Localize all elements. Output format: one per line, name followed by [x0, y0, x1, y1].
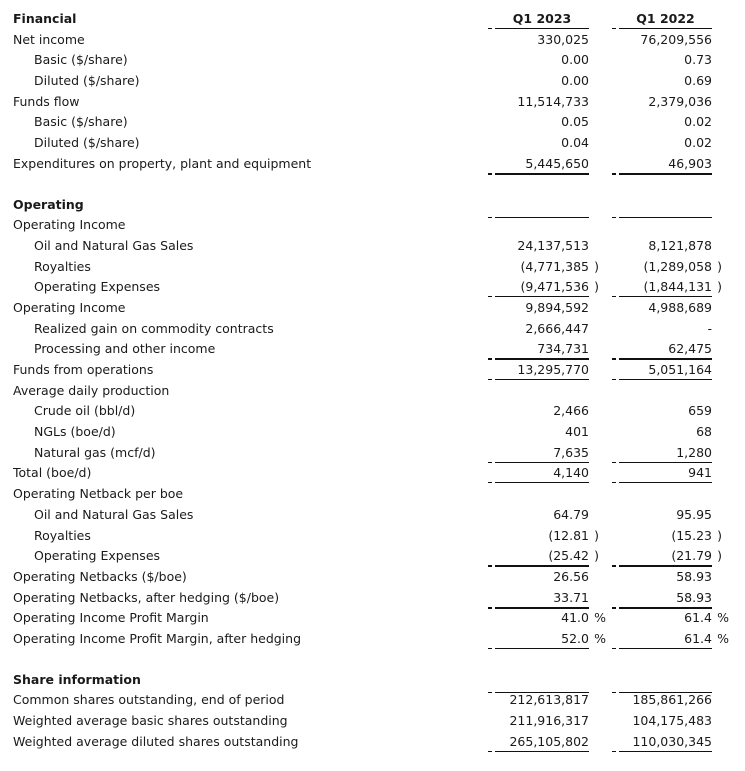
column-rule — [495, 197, 589, 215]
value-q1-2023: 212,613,817 — [509, 692, 589, 708]
value-text: (9,471,536 — [520, 279, 589, 295]
row-label: Oil and Natural Gas Sales — [34, 506, 194, 522]
row-label: Royalties — [34, 527, 91, 543]
value-q1-2023: 265,105,802 — [495, 734, 589, 749]
percent-sign: % — [594, 610, 606, 626]
value-q1-2023: 0.04 — [561, 135, 589, 151]
row-label: Funds from operations — [13, 362, 154, 377]
table-row — [0, 710, 745, 731]
row-label: Realized gain on commodity contracts — [34, 320, 274, 336]
value-q1-2023: 24,137,513 — [517, 237, 589, 253]
close-paren: ) — [717, 258, 722, 274]
value-q1-2023 — [495, 630, 606, 646]
table-row — [0, 628, 745, 649]
close-paren: ) — [594, 527, 599, 543]
value-q1-2023: 5,445,650 — [495, 156, 589, 171]
value-text: 52.0 — [561, 630, 589, 646]
value-q1-2022: 104,175,483 — [632, 713, 712, 728]
section-title-financial: Financial — [13, 11, 77, 26]
close-paren: ) — [594, 279, 599, 295]
row-label: Weighted average basic shares outstanding — [13, 713, 288, 728]
column-header-q1-2023: Q1 2023 — [495, 11, 589, 26]
value-text: (25.42 — [548, 548, 589, 564]
value-q1-2023 — [495, 610, 606, 626]
section-spacer — [0, 174, 745, 194]
table-row — [0, 29, 745, 50]
value-text: (1,289,058 — [643, 258, 712, 274]
value-q1-2022 — [619, 548, 722, 564]
row-label: Basic ($/share) — [34, 52, 128, 68]
row-label: Net income — [13, 31, 85, 47]
value-text: 61.4 — [684, 610, 712, 626]
close-paren: ) — [717, 527, 722, 543]
table-row — [0, 235, 745, 256]
row-label: Crude oil (bbl/d) — [34, 403, 136, 419]
value-q1-2022: 68 — [696, 424, 712, 440]
value-q1-2022: - — [707, 320, 712, 336]
shares-header-row — [0, 669, 745, 690]
value-q1-2023: 0.00 — [561, 73, 589, 89]
value-q1-2023: 0.00 — [561, 52, 589, 68]
table-row — [0, 421, 745, 442]
value-q1-2023 — [495, 527, 599, 543]
value-q1-2022: 46,903 — [619, 156, 712, 171]
value-q1-2023 — [495, 548, 599, 564]
row-label: Operating Income — [13, 299, 126, 315]
row-label: Basic ($/share) — [34, 114, 128, 130]
value-q1-2022: 62,475 — [619, 341, 712, 356]
table-row — [0, 400, 745, 421]
value-q1-2022: 58.93 — [676, 568, 712, 584]
value-q1-2022: 0.02 — [684, 135, 712, 151]
value-q1-2023: 0.05 — [561, 114, 589, 130]
column-header-q1-2022: Q1 2022 — [619, 11, 712, 26]
value-q1-2023: 9,894,592 — [525, 299, 589, 315]
table-row — [0, 256, 745, 277]
row-label: Common shares outstanding, end of period — [13, 692, 285, 708]
row-label: Diluted ($/share) — [34, 73, 140, 89]
table-row — [0, 504, 745, 525]
value-q1-2023: 26.56 — [553, 568, 589, 584]
value-q1-2023: 734,731 — [495, 341, 589, 356]
value-q1-2022: 0.02 — [684, 114, 712, 130]
table-row — [0, 525, 745, 546]
value-text: (1,844,131 — [643, 279, 712, 295]
table-row — [0, 132, 745, 153]
row-label: Operating Expenses — [34, 548, 161, 564]
value-q1-2023 — [495, 258, 599, 274]
value-q1-2022: 941 — [619, 465, 712, 480]
section-title-share-information: Share information — [13, 671, 141, 687]
row-label: Operating Income Profit Margin — [13, 610, 209, 626]
value-text: (4,771,385 — [520, 258, 589, 274]
value-q1-2022: 0.69 — [684, 73, 712, 89]
value-q1-2022: 58.93 — [619, 590, 712, 605]
percent-sign: % — [717, 610, 729, 626]
table-row — [0, 359, 745, 380]
row-label: Expenditures on property, plant and equipment — [13, 155, 312, 171]
table-row — [0, 153, 745, 174]
table-row — [0, 566, 745, 587]
row-label: Operating Netback per boe — [13, 486, 184, 502]
table-row — [0, 49, 745, 70]
value-q1-2022 — [619, 258, 722, 274]
value-text: (21.79 — [671, 548, 712, 564]
value-q1-2022 — [619, 610, 729, 626]
value-q1-2023: 7,635 — [495, 445, 589, 460]
value-q1-2022: 185,861,266 — [632, 692, 712, 708]
value-q1-2022: 8,121,878 — [648, 237, 712, 253]
percent-sign: % — [594, 630, 606, 646]
value-q1-2023: 330,025 — [537, 31, 589, 47]
row-label: Diluted ($/share) — [34, 135, 140, 151]
close-paren: ) — [717, 279, 722, 295]
table-row — [0, 731, 745, 752]
row-label: Operating Income — [13, 217, 126, 233]
value-text: 61.4 — [684, 630, 712, 646]
table-row — [0, 111, 745, 132]
value-q1-2022 — [619, 527, 722, 543]
column-rule — [619, 197, 712, 215]
financial-header-row — [0, 8, 745, 29]
table-row — [0, 462, 745, 483]
table-row — [0, 91, 745, 112]
value-text: 41.0 — [561, 610, 589, 626]
table-row — [0, 297, 745, 318]
row-label: NGLs (boe/d) — [34, 424, 116, 440]
close-paren: ) — [717, 548, 722, 564]
row-label: Weighted average diluted shares outstanding — [13, 733, 299, 749]
section-title-operating: Operating — [13, 196, 84, 212]
table-row — [0, 214, 745, 235]
value-q1-2022: 4,988,689 — [648, 299, 712, 315]
row-label: Average daily production — [13, 382, 170, 398]
table-row — [0, 607, 745, 628]
row-label: Processing and other income — [34, 341, 216, 357]
row-label: Operating Netbacks, after hedging ($/boe) — [13, 589, 280, 605]
row-label: Operating Expenses — [34, 279, 161, 295]
value-q1-2023: 33.71 — [495, 590, 589, 605]
table-row — [0, 689, 745, 710]
section-spacer — [0, 649, 745, 669]
table-row — [0, 587, 745, 608]
value-q1-2022: 95.95 — [676, 506, 712, 522]
row-label: Natural gas (mcf/d) — [34, 444, 156, 460]
column-rule — [495, 672, 589, 690]
operating-header-row — [0, 194, 745, 215]
value-q1-2023: 2,666,447 — [525, 320, 589, 336]
percent-sign: % — [717, 630, 729, 646]
table-row — [0, 276, 745, 297]
table-row — [0, 318, 745, 339]
close-paren: ) — [594, 258, 599, 274]
row-label: Funds flow — [13, 93, 80, 109]
value-q1-2023: 2,466 — [553, 403, 589, 419]
row-label: Operating Netbacks ($/boe) — [13, 568, 187, 584]
value-q1-2022 — [619, 279, 722, 295]
row-label: Oil and Natural Gas Sales — [34, 237, 194, 253]
value-q1-2022: 1,280 — [619, 445, 712, 460]
table-row — [0, 545, 745, 566]
value-q1-2022: 110,030,345 — [619, 734, 712, 749]
table-row — [0, 483, 745, 504]
table-row — [0, 380, 745, 401]
value-text: (12.81 — [548, 527, 589, 543]
value-q1-2023 — [495, 279, 599, 295]
value-q1-2022: 0.73 — [684, 52, 712, 68]
table-row — [0, 442, 745, 463]
row-label: Operating Income Profit Margin, after hedging — [13, 630, 302, 646]
table-row — [0, 338, 745, 359]
column-rule — [619, 672, 712, 690]
value-q1-2022: 2,379,036 — [648, 93, 712, 109]
close-paren: ) — [594, 548, 599, 564]
row-label: Royalties — [34, 258, 91, 274]
value-q1-2023: 4,140 — [495, 465, 589, 480]
value-q1-2023: 401 — [565, 424, 589, 440]
value-q1-2022: 659 — [688, 403, 712, 419]
value-q1-2023: 13,295,770 — [495, 362, 589, 377]
value-q1-2022: 5,051,164 — [619, 362, 712, 377]
value-q1-2023: 211,916,317 — [509, 713, 589, 728]
table-row — [0, 70, 745, 91]
value-q1-2023: 64.79 — [553, 506, 589, 522]
value-q1-2023: 11,514,733 — [517, 93, 589, 109]
value-text: (15.23 — [671, 527, 712, 543]
value-q1-2022 — [619, 630, 729, 646]
value-q1-2022: 76,209,556 — [640, 31, 712, 47]
row-label: Total (boe/d) — [13, 465, 92, 481]
